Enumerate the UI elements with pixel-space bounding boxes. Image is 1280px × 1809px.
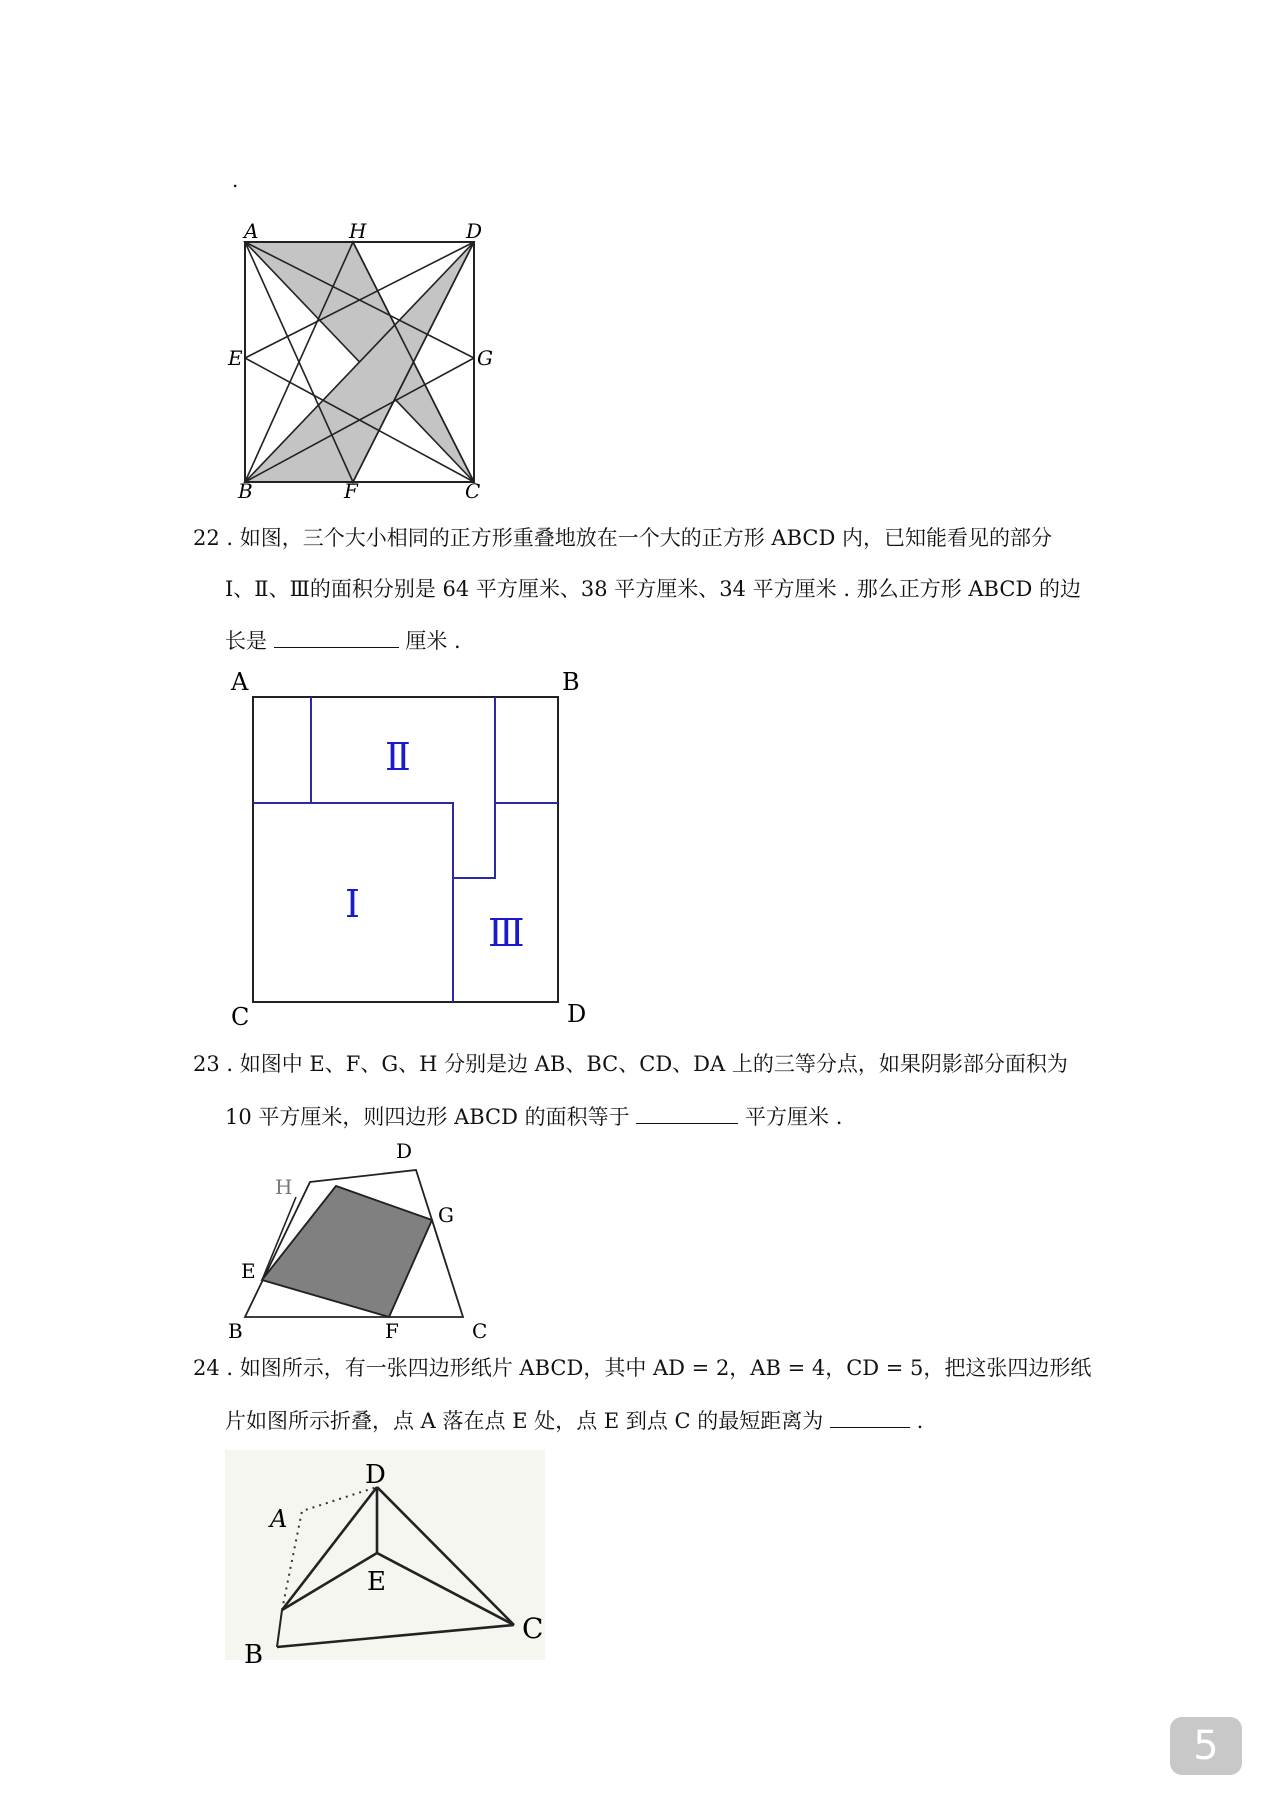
- fig23-label-h: H: [275, 1175, 293, 1199]
- fig23-shaded-efgh: [262, 1186, 432, 1317]
- fig21-label-h: H: [349, 219, 367, 243]
- figure-24-folded-paper: [220, 1440, 550, 1670]
- fig21-label-d: D: [466, 219, 483, 243]
- q23-prefix: 10 平方厘米，则四边形 ABCD 的面积等于: [225, 1105, 630, 1129]
- q24-line-2: [225, 1405, 923, 1435]
- page-number-badge[interactable]: 5: [1170, 1717, 1242, 1775]
- q23-line-2: [225, 1101, 842, 1131]
- fig22-label-b: B: [562, 668, 580, 696]
- fig24-label-a: A: [270, 1505, 288, 1533]
- fig22-label-c: C: [231, 1003, 250, 1030]
- figure-22-squares: [220, 660, 600, 1030]
- fig23-label-b: B: [228, 1319, 243, 1343]
- fig21-label-f: F: [344, 479, 358, 502]
- fig21-label-b: B: [238, 479, 253, 502]
- q22-line-1: 22 . 如图，三个大小相同的正方形重叠地放在一个大的正方形 ABCD 内，已知能看见的部分: [193, 526, 1052, 550]
- fig23-label-g: G: [438, 1203, 454, 1227]
- q24-answer-blank[interactable]: [830, 1405, 910, 1428]
- fig22-label-a: A: [231, 668, 249, 696]
- fig24-label-b: B: [244, 1640, 264, 1670]
- q23-line-1: 23 . 如图中 E、F、G、H 分别是边 AB、BC、CD、DA 上的三等分点，如果阴影部分面积为: [193, 1052, 1068, 1076]
- fig23-label-f: F: [385, 1319, 399, 1343]
- fig23-label-e: E: [241, 1259, 256, 1283]
- fig24-label-c: C: [522, 1612, 544, 1645]
- figure-21-star-square: [215, 212, 505, 502]
- fig23-label-c: C: [472, 1319, 488, 1343]
- q22-answer-blank[interactable]: [274, 625, 399, 648]
- q23-suffix: 平方厘米 .: [745, 1105, 843, 1129]
- q24-prefix: 片如图所示折叠，点 A 落在点 E 处，点 E 到点 C 的最短距离为: [225, 1409, 824, 1433]
- top-dot: .: [232, 168, 239, 192]
- q24-line-1: 24 . 如图所示，有一张四边形纸片 ABCD，其中 AD = 2，AB = 4，CD = 5，把这张四边形纸: [193, 1356, 1092, 1380]
- fig23-line-g-right: [432, 1220, 447, 1267]
- fig23-label-d: D: [396, 1139, 413, 1163]
- fig22-region-i: Ⅰ: [345, 882, 361, 926]
- q22-line-3: [225, 625, 461, 655]
- q22-prefix: 长是: [225, 629, 267, 653]
- q22-suffix: 厘米 .: [405, 629, 461, 653]
- fig22-region-ii: Ⅱ: [385, 735, 411, 779]
- fig22-region-iii: Ⅲ: [488, 911, 525, 955]
- fig24-label-e: E: [367, 1567, 386, 1597]
- fig21-label-c: C: [465, 479, 481, 502]
- fig24-label-d: D: [365, 1460, 386, 1490]
- fig22-square-ii-lower: [453, 697, 495, 878]
- figure-23-quadrilateral: [215, 1135, 495, 1350]
- q23-answer-blank[interactable]: [636, 1101, 738, 1124]
- q22-line-2: Ⅰ、Ⅱ、Ⅲ的面积分别是 64 平方厘米、38 平方厘米、34 平方厘米 . 那么正方形 ABCD 的边: [225, 577, 1081, 601]
- fig21-label-g: G: [477, 346, 493, 370]
- q24-suffix: .: [916, 1409, 924, 1433]
- fig21-label-a: A: [244, 219, 259, 243]
- fig21-label-e: E: [228, 346, 243, 370]
- fig22-label-d: D: [567, 1000, 587, 1028]
